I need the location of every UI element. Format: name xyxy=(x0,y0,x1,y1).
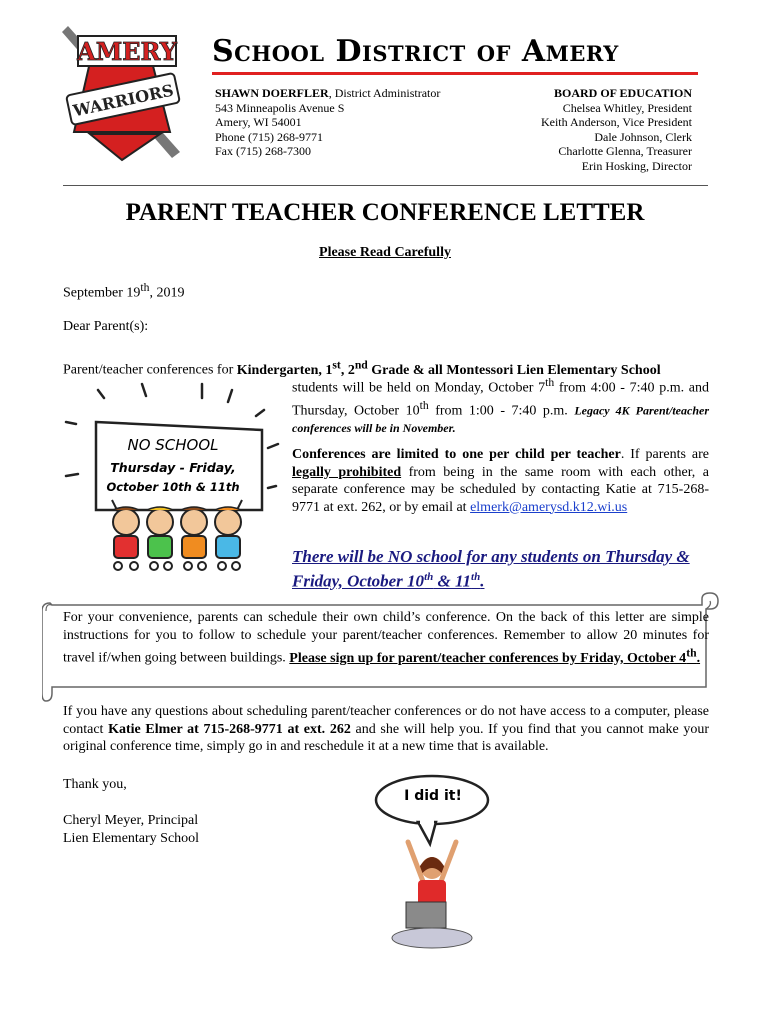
header-red-rule xyxy=(212,72,698,75)
legacy-4k-note: Legacy 4K Parent/teacher conferences will be in November. xyxy=(292,403,709,436)
speech-bubble-text: I did it! xyxy=(404,788,462,804)
letter-title: PARENT TEACHER CONFERENCE LETTER xyxy=(125,199,645,226)
intro-paragraph-continued: students will be held on Monday, October 7th from 4:00 - 7:40 p.m. and Thursday, October 10th from 1:00 - 7:40 p.m. Legacy 4K Parent/teacher conferences will be in November. xyxy=(292,376,709,436)
header-divider xyxy=(63,185,708,186)
administrator-role: , District Administrator xyxy=(328,86,441,100)
letter-date: September 19th, 2019 xyxy=(63,281,185,301)
sign-no-school: NO SCHOOL xyxy=(127,436,219,454)
district-title: School District of Amery xyxy=(212,34,619,69)
self-schedule-paragraph: For your convenience, parents can schedule their own child’s conference. On the back of this letter are simple instructions for you to follow to schedule your parent/teacher conferences. Remember to allow 20 minutes for travel if/when going between buildings. Please sign up for parent/teacher conferences by Friday, October 4th. xyxy=(63,610,709,666)
intro-paragraph-line: Parent/teacher conferences for Kindergarten, 1st, 2nd Grade & all Montessori Lien Elementary School xyxy=(63,358,661,378)
administrator-name: SHAWN DOERFLER xyxy=(215,86,329,100)
principal-name: Cheryl Meyer, Principal xyxy=(63,813,199,828)
signature-block xyxy=(63,812,199,847)
contact-email-link[interactable]: elmerk@amerysd.k12.wi.us xyxy=(470,499,628,515)
fax-number: Fax (715) 268-7300 xyxy=(215,144,311,158)
questions-paragraph: If you have any questions about scheduling parent/teacher conferences or do not have access to a computer, please contact Katie Elmer at 715-268-9771 at ext. 262 and she will help you. If you find that you cannot make your original conference time, simply go in and reschedule it at a new time that is available. xyxy=(63,704,709,754)
board-of-education-block xyxy=(541,86,692,173)
board-member: Dale Johnson, Clerk xyxy=(594,129,692,144)
board-member: Chelsea Whitley, President xyxy=(562,100,692,115)
address-line-2: Amery, WI 54001 xyxy=(215,115,302,129)
board-member: Charlotte Glenna, Treasurer xyxy=(558,144,692,158)
closing: Thank you, xyxy=(63,777,127,792)
board-member: Keith Anderson, Vice President xyxy=(540,115,692,129)
no-school-notice: There will be NO school for any students on Thursday & Friday, October 10th & 11th. xyxy=(292,547,690,591)
svg-text:WARRIORS: WARRIORS xyxy=(71,80,176,121)
svg-text:AMERY: AMERY xyxy=(77,37,177,66)
conference-limits-paragraph: Conferences are limited to one per child per teacher. If parents are legally prohibited from being in the same room with each other, a separate conference may be scheduled by contacting Katie at 715-268-9771 at ext. 262, or by email at elmerk@amerysd.k12.wi.us xyxy=(292,447,709,515)
board-member: Erin Hosking, Director xyxy=(581,158,692,173)
address-line-1: 543 Minneapolis Avenue S xyxy=(215,100,345,115)
read-carefully-subtitle: Please Read Carefully xyxy=(319,245,451,260)
amery-warriors-logo xyxy=(60,22,190,162)
sign-days: Thursday - Friday, xyxy=(110,460,236,475)
salutation: Dear Parent(s): xyxy=(63,319,149,334)
school-name: Lien Elementary School xyxy=(63,830,200,846)
phone-number: Phone (715) 268-9771 xyxy=(215,129,323,144)
board-heading: BOARD OF EDUCATION xyxy=(553,86,692,100)
sign-dates: October 10th & 11th xyxy=(106,480,240,494)
administrator-block xyxy=(215,86,440,159)
